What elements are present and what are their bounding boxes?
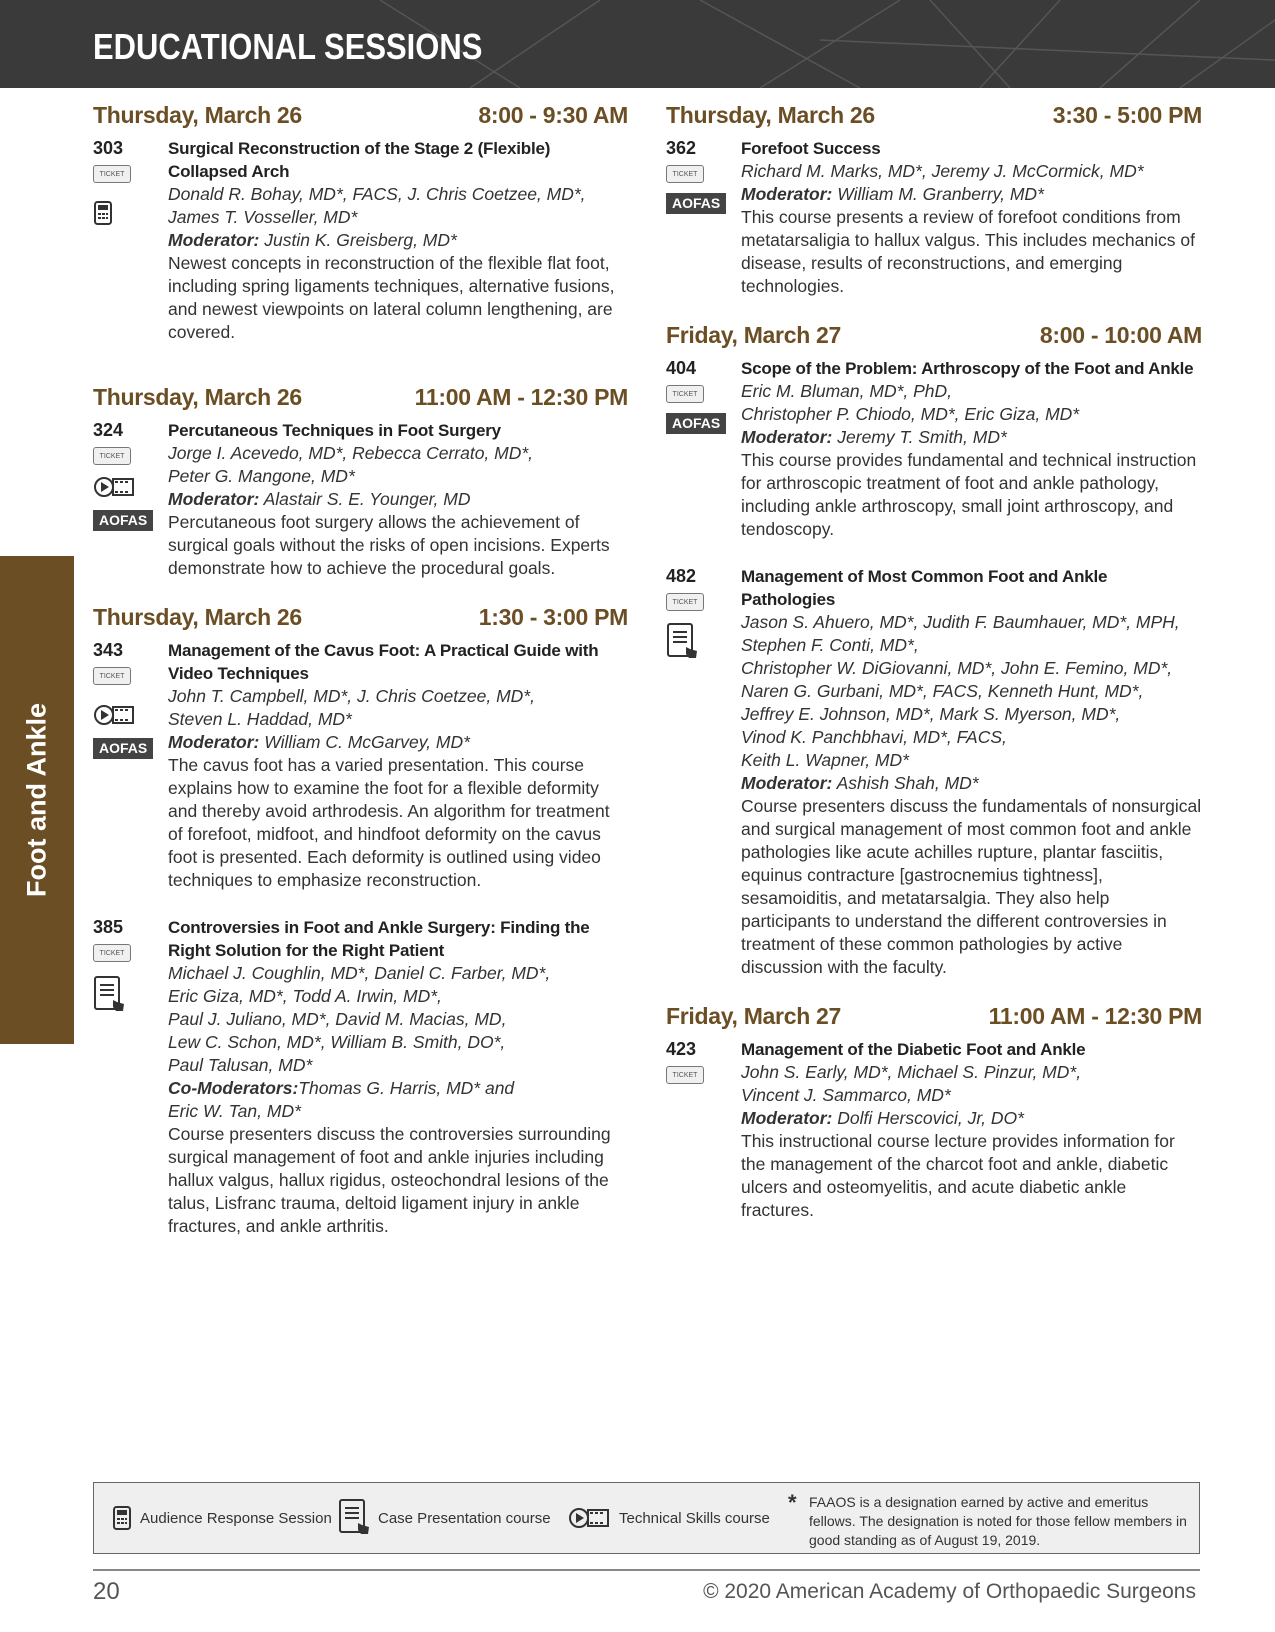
course-moderator [741, 183, 1202, 206]
course-number: 362 [666, 138, 697, 158]
moderator-label: Moderator: [168, 489, 260, 509]
course-moderator [741, 772, 1202, 795]
course-number: 303 [93, 138, 124, 158]
aofas-badge: AOFAS [93, 510, 153, 531]
course-title: Management of the Cavus Foot: A Practical Guide with Video Techniques [168, 641, 599, 683]
course-gutter [93, 137, 168, 344]
course-gutter [93, 916, 168, 1238]
course-title: Management of the Diabetic Foot and Ankle [741, 1040, 1086, 1059]
page-title: EDUCATIONAL SESSIONS [93, 26, 483, 67]
moderator-label: Moderator: [741, 1108, 833, 1128]
course-faculty: Steven L. Haddad, MD* [168, 709, 352, 729]
session-time: 8:00 - 9:30 AM [478, 102, 628, 128]
case-presentation-icon [666, 623, 700, 661]
moderator-label: Moderator: [168, 732, 260, 752]
course-moderator [168, 1077, 628, 1100]
course-body [168, 639, 628, 892]
course-number: 404 [666, 358, 697, 378]
ticket-icon: TICKET [666, 593, 704, 611]
course-faculty: Paul J. Juliano, MD*, David M. Macias, MD, [168, 1009, 507, 1029]
course-faculty: James T. Vosseller, MD* [168, 207, 358, 227]
course-number: 482 [666, 566, 697, 586]
technical-skills-icon [568, 1506, 610, 1530]
technical-skills-icon [93, 703, 135, 727]
course-faculty: Richard M. Marks, MD*, Jeremy J. McCormick, MD* [741, 161, 1144, 181]
case-presentation-icon [93, 976, 127, 1014]
session-time: 8:00 - 10:00 AM [1039, 322, 1202, 348]
course-moderator [168, 229, 628, 252]
moderator-label: Co-Moderators: [168, 1078, 299, 1098]
moderator-name: Jeremy T. Smith, MD* [837, 427, 1007, 447]
course-faculty: Christopher P. Chiodo, MD*, Eric Giza, MD* [741, 404, 1080, 424]
course-title: Percutaneous Techniques in Foot Surgery [168, 421, 501, 440]
course-body [168, 916, 628, 1238]
footer-divider [93, 1569, 1200, 1571]
course-title: Scope of the Problem: Arthroscopy of the Foot and Ankle [741, 359, 1194, 378]
moderator-name: Justin K. Greisberg, MD* [264, 230, 457, 250]
session-day: Friday, March 27 [666, 1003, 842, 1029]
course-303 [93, 137, 628, 344]
course-404 [666, 357, 1202, 541]
course-faculty: Lew C. Schon, MD*, William B. Smith, DO*, [168, 1032, 506, 1052]
section-side-tab [0, 556, 74, 1044]
aofas-badge: AOFAS [666, 413, 726, 434]
course-body [741, 357, 1202, 541]
course-faculty: Peter G. Mangone, MD* [168, 466, 355, 486]
course-body [741, 137, 1202, 298]
course-gutter [666, 565, 741, 979]
page-header [0, 0, 1275, 88]
course-faculty: Stephen F. Conti, MD*, [741, 635, 919, 655]
session-header [666, 102, 1202, 129]
course-moderator [741, 426, 1202, 449]
aofas-badge: AOFAS [666, 193, 726, 214]
faaos-note [788, 1490, 1189, 1550]
course-faculty: Michael J. Coughlin, MD*, Daniel C. Farber, MD*, [168, 963, 551, 983]
moderator-name: Ashish Shah, MD* [836, 773, 979, 793]
course-faculty: Christopher W. DiGiovanni, MD*, John E. Femino, MD*, [741, 658, 1173, 678]
moderator-name: William C. McGarvey, MD* [264, 732, 470, 752]
course-423 [666, 1038, 1202, 1222]
course-324 [93, 419, 628, 580]
course-body [168, 137, 628, 344]
moderator-name: Dolfi Herscovici, Jr, DO* [837, 1108, 1024, 1128]
legend-audience [112, 1506, 332, 1530]
course-number: 343 [93, 640, 124, 660]
course-description: This course presents a review of forefoot conditions from metatarsaligia to hallux valgus. This includes mechanics of disease, results of reconstructions, and emerging technologies. [741, 207, 1195, 296]
ticket-icon: TICKET [666, 1066, 704, 1084]
session-header [93, 384, 628, 411]
course-faculty: Jorge I. Acevedo, MD*, Rebecca Cerrato, MD*, [168, 443, 534, 463]
legend-technical [568, 1506, 770, 1530]
course-description: This instructional course lecture provides information for the management of the charcot foot and ankle, diabetic ulcers and osteomyelitis, and acute diabetic ankle fractures. [741, 1131, 1175, 1220]
course-description: Course presenters discuss the controversies surrounding surgical management of foot and ankle injuries including hallux valgus, hallux rigidus, osteochondral lesions of the talus, Lisfranc trauma, deltoid ligament injury in ankle fractures, and ankle arthritis. [168, 1124, 611, 1236]
session-time: 1:30 - 3:00 PM [478, 604, 628, 630]
moderator-label: Moderator: [741, 427, 833, 447]
course-description: Newest concepts in reconstruction of the flexible flat foot, including spring ligaments techniques, alternative fusions, and newest viewpoints on lateral column lengthening, are covered. [168, 253, 615, 342]
session-day: Friday, March 27 [666, 322, 842, 348]
moderator-label: Moderator: [168, 230, 260, 250]
course-moderator [168, 488, 628, 511]
session-header [93, 102, 628, 129]
course-description: The cavus foot has a varied presentation. This course explains how to examine the foot for a flexible deformity and thereby avoid arthrodesis. An algorithm for treatment of forefoot, midfoot, and hindfoot deformity on the cavus foot is presented. Each deformity is outlined using video techniques to emphasize reconstruction. [168, 755, 610, 890]
copyright: © 2020 American Academy of Orthopaedic Surgeons [703, 1580, 1196, 1603]
legend-label: Case Presentation course [378, 1509, 551, 1527]
moderator-name: Alastair S. E. Younger, MD [263, 489, 471, 509]
course-faculty: Jason S. Ahuero, MD*, Judith F. Baumhauer, MD*, MPH, [741, 612, 1180, 632]
ticket-icon: TICKET [93, 667, 131, 685]
aofas-badge: AOFAS [93, 738, 153, 759]
session-day: Thursday, March 26 [666, 102, 875, 128]
legend-box [93, 1482, 1200, 1554]
course-title: Controversies in Foot and Ankle Surgery: Finding the Right Solution for the Right Patient [168, 918, 590, 960]
case-presentation-icon [338, 1499, 372, 1537]
course-faculty: Eric Giza, MD*, Todd A. Irwin, MD*, [168, 986, 442, 1006]
moderator-name: William M. Granberry, MD* [837, 184, 1044, 204]
course-385 [93, 916, 628, 1238]
course-faculty: Naren G. Gurbani, MD*, FACS, Kenneth Hunt, MD*, [741, 681, 1144, 701]
session-day: Thursday, March 26 [93, 384, 302, 410]
course-482 [666, 565, 1202, 979]
moderator-label: Moderator: [741, 184, 833, 204]
session-header [666, 322, 1202, 349]
faaos-note-text: FAAOS is a designation earned by active and emeritus fellows. The designation is noted for those fellow members in good standing as of August 19, 2019. [809, 1494, 1187, 1548]
course-gutter [93, 419, 168, 580]
audience-response-icon [112, 1506, 132, 1530]
course-title: Management of Most Common Foot and Ankle Pathologies [741, 567, 1108, 609]
session-time: 11:00 AM - 12:30 PM [414, 384, 628, 410]
moderator-name: Thomas G. Harris, MD* and [298, 1078, 515, 1098]
course-body [741, 565, 1202, 979]
session-header [93, 604, 628, 631]
course-362 [666, 137, 1202, 298]
course-faculty: John S. Early, MD*, Michael S. Pinzur, MD*, [741, 1062, 1082, 1082]
session-time: 11:00 AM - 12:30 PM [988, 1003, 1202, 1029]
course-faculty: Paul Talusan, MD* [168, 1055, 313, 1075]
session-time: 3:30 - 5:00 PM [1052, 102, 1202, 128]
session-header [666, 1003, 1202, 1030]
left-column [93, 102, 628, 1238]
ticket-icon: TICKET [666, 165, 704, 183]
legend-label: Technical Skills course [619, 1509, 770, 1527]
course-faculty: Vinod K. Panchbhavi, MD*, FACS, [741, 727, 1007, 747]
side-tab-label: Foot and Ankle [21, 703, 52, 897]
legend-case [338, 1499, 551, 1537]
ticket-icon: TICKET [93, 165, 131, 183]
course-body [168, 419, 628, 580]
course-moderator-cont: Eric W. Tan, MD* [168, 1101, 301, 1121]
course-title: Surgical Reconstruction of the Stage 2 (Flexible) Collapsed Arch [168, 139, 551, 181]
moderator-label: Moderator: [741, 773, 833, 793]
ticket-icon: TICKET [93, 447, 131, 465]
course-title: Forefoot Success [741, 139, 881, 158]
course-faculty: Jeffrey E. Johnson, MD*, Mark S. Myerson, MD*, [741, 704, 1121, 724]
course-faculty: Eric M. Bluman, MD*, PhD, [741, 381, 953, 401]
course-moderator [168, 731, 628, 754]
course-faculty: Keith L. Wapner, MD* [741, 750, 909, 770]
ticket-icon: TICKET [93, 944, 131, 962]
course-description: Percutaneous foot surgery allows the achievement of surgical goals without the risks of open incisions. Experts demonstrate how to achieve the procedural goals. [168, 512, 610, 578]
course-description: This course provides fundamental and technical instruction for arthroscopic treatment of foot and ankle pathology, including ankle arthroscopy, small joint arthroscopy, and tendoscopy. [741, 450, 1197, 539]
course-description: Course presenters discuss the fundamentals of nonsurgical and surgical management of most common foot and ankle pathologies like acute achilles rupture, plantar fasciitis, equinus contracture [gastrocnemius tightness], sesamoiditis, and metatarsalgia. They also help participants to understand the different controversies in treatment of these common pathologies by active discussion with the faculty. [741, 796, 1202, 977]
audience-response-icon [93, 201, 113, 225]
page-number: 20 [93, 1578, 120, 1605]
asterisk-mark: * [788, 1490, 797, 1515]
course-gutter [666, 357, 741, 541]
course-faculty: Donald R. Bohay, MD*, FACS, J. Chris Coetzee, MD*, [168, 184, 586, 204]
course-faculty: John T. Campbell, MD*, J. Chris Coetzee, MD*, [168, 686, 535, 706]
course-gutter [666, 137, 741, 298]
technical-skills-icon [93, 475, 135, 499]
course-343 [93, 639, 628, 892]
course-moderator [741, 1107, 1202, 1130]
course-faculty: Vincent J. Sammarco, MD* [741, 1085, 951, 1105]
course-gutter [93, 639, 168, 892]
course-number: 385 [93, 917, 124, 937]
session-day: Thursday, March 26 [93, 102, 302, 128]
ticket-icon: TICKET [666, 385, 704, 403]
right-column [666, 102, 1202, 1222]
course-number: 324 [93, 420, 124, 440]
legend-label: Audience Response Session [140, 1509, 332, 1527]
course-gutter [666, 1038, 741, 1222]
course-body [741, 1038, 1202, 1222]
session-day: Thursday, March 26 [93, 604, 302, 630]
course-number: 423 [666, 1039, 697, 1059]
